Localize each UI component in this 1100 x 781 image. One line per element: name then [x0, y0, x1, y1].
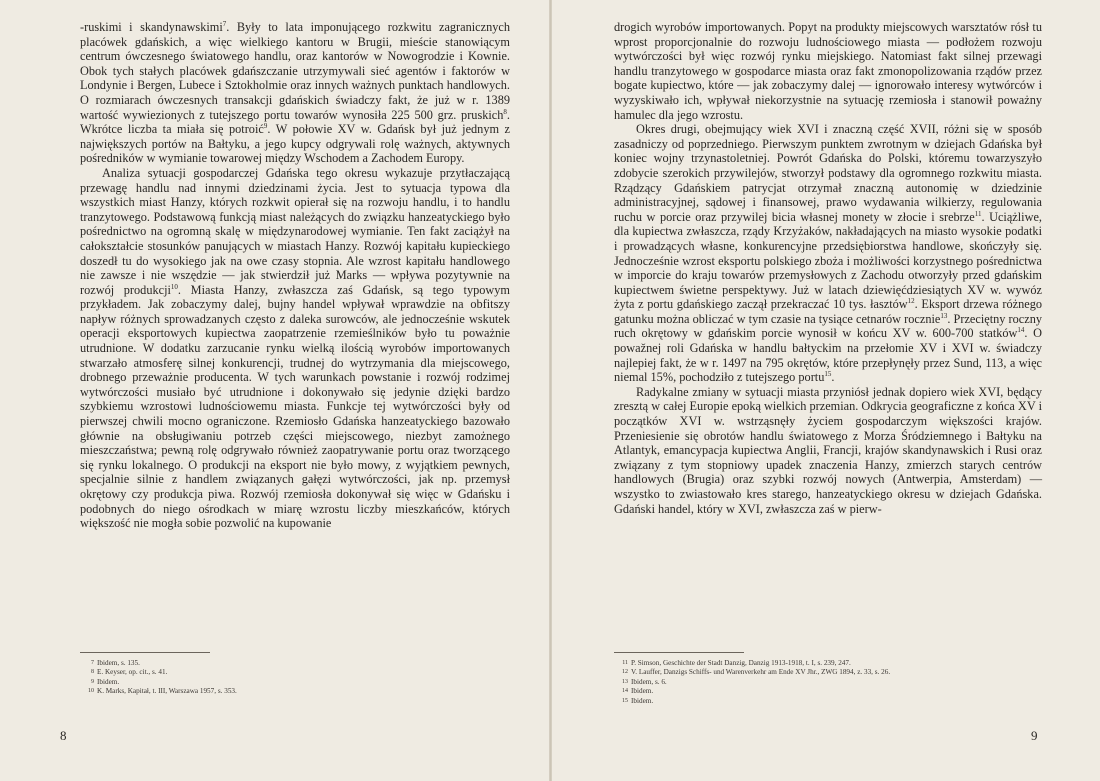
footnote-marker: 8 — [503, 107, 507, 116]
footnote: 13 Ibidem, s. 6. — [622, 677, 667, 686]
footnote-marker: 12 — [907, 297, 915, 306]
left-page — [0, 0, 549, 781]
footnote-marker: 11 — [974, 209, 982, 218]
footnote-marker: 14 — [1017, 326, 1025, 335]
footnote: 7 Ibidem, s. 135. — [91, 659, 140, 667]
paragraph: -ruskimi i skandynawskimi$^7$. Były to lata imponującego rozkwitu zagranicznych placówek gdańskich, a więc wielkiego kantoru w Brugii, mieście stanowiącym centrum ówczesnego światowego handlu, oraz kantorów w Nowogrodzie i Kownie. Obok tych stałych placówek gdańszczanie utrzymywali sieć agentów i faktorów w Londynie i Bergen, Lubece i Sztokholmie oraz innych ważnych punktach handlowych. O rozmiarach ówczesnych transakcji gdańskich świadczy fakt, że już w r. 1389 wartość wywiezionych z tutejszego portu towarów wynosiła 225 500 grz. pruskich$^8$. Wkrótce liczba ta miała się potroić$^9$. W połowie XV w. Gdańsk był już jednym z największych portów na Bałtyku, a jego kupcy odgrywali rolę ważnych, aktywnych pośredników w wymianie towarowej między Wschodem a Zachodem Europy. — [80, 19, 510, 166]
footnote: 9 Ibidem. — [91, 677, 120, 686]
footnote: 15 Ibidem. — [622, 696, 654, 705]
footnote-marker: 9 — [263, 122, 268, 131]
footnote-marker: 10 — [170, 282, 178, 291]
footnote-rule — [80, 652, 210, 653]
footnote-marker: 13 — [940, 311, 948, 320]
footnote: 8 E. Keyser, op. cit., s. 41. — [91, 668, 168, 677]
footnote: 10 K. Marks, Kapitał, t. III, Warszawa 1957, s. 353. — [88, 687, 237, 696]
footnote: 11 P. Simson, Geschichte der Stadt Danzig, Danzig 1913-1918, t. I, s. 239, 247. — [622, 659, 851, 667]
footnote-rule — [614, 652, 744, 653]
right-body-text — [614, 20, 1042, 516]
footnote: 12 V. Lauffer, Danzigs Schiffs- und Warenverkehr am Ende XV Jhr., ZWG 1894, z. 33, s. 26. — [622, 668, 891, 677]
footnote-marker: 15 — [824, 370, 832, 379]
page-number: 8 — [60, 728, 67, 743]
page-number: 9 — [1031, 728, 1038, 743]
left-footnotes — [80, 652, 510, 697]
paragraph: Okres drugi, obejmujący wiek XVI i znaczną część XVII, różni się w sposób zasadniczy od poprzedniego. Pierwszym punktem zwrotnym w dziejach Gdańska był koniec wojny trzynastoletniej. Powrót Gdańska do Polski, któremu towarzyszyło zdobycie szerokich przywilejów, stworzył podstawy dla ogromnego rozkwitu miasta. Rządzący Gdańskiem patrycjat otrzymał znaczną autonomię w dziedzinie administracyjnej, sądowej i finansowej, prawo wydawania wilkierzy, regulowania ruchu w porcie oraz przywilej bicia własnej monety w złocie i srebrze$^{11}$. Uciążliwe, dla kupiectwa zwłaszcza, rządy Krzyżaków, nakładających na miasto wysokie podatki i prowadzących własne, konkurencyjne przedsiębiorstwa handlowe, skończyły się. Jednocześnie wzrost eksportu polskiego zboża i możliwości korzystnego pośrednictwa w imporcie do kraju towarów przemysłowych z Zachodu otworzyły przed gdańskim kupiectwem świetne perspektywy. Już w latach dziewięćdziesiątych XV w. wywóz żyta z portu gdańskiego zaczął przekraczać 10 tys. łasztów$^{12}$. Eksport drzewa różnego gatunku można obliczać w tym czasie na tysiące cetnarów rocznie$^{13}$. Przeciętny roczny ruch okrętowy w gdańskim porcie wynosił w końcu XV w. 600-700 statków$^{14}$. O powažnej roli Gdańska w handlu bałtyckim na przełomie XV i XVI w. świadczy najlepiej fakt, że w r. 1497 na 795 okrętów, które przepłynęły przez Sund, 113, a więc niemal 15%, pochodziło z tutejszego portu$^{15}$. — [614, 122, 1043, 385]
right-footnotes — [614, 652, 1042, 706]
left-body-text — [80, 20, 510, 531]
paragraph: drogich wyrobów importowanych. Popyt na produkty miejscowych warsztatów rósł tu wprost proporcjonalnie do rozwoju ludnościowego miasta — podłożem rozwoju wytwórczości był więc rozwój rynku miejskiego. Natomiast fakt silnej przewagi handlu tranzytowego w gospodarce miasta oraz fakt zmonopolizowania rządów przez bogate kupiectwo, które — jak zobaczymy dalej — ignorowało interesy wytwórców i wyzyskiwało ich, wpływał niekorzystnie na sytuację rzemiosła i stanowił poważny hamulec dla jego wzrostu. — [614, 20, 1042, 122]
right-page — [552, 0, 1100, 781]
paragraph: Analiza sytuacji gospodarczej Gdańska tego okresu wykazuje przytłaczającą przewagę handlu nad innymi dziedzinami życia. Jest to sytuacja typowa dla wszystkich miast Hanzy, których rozkwit opierał się na rozwoju handlu, i to handlu tranzytowego. Podstawową funkcją miast należących do związku hanzeatyckiego było pośrednictwo na ogromną skalę w międzynarodowej wymianie. Ten fakt zaciążył na całokształcie stosunków panujących w miastach Hanzy. Rozwój kapitału kupieckiego doszedł tu do wysokiego jak na owe czasy stopnia. Ale wzrost kapitału handlowego nie zawsze i nie wszędzie — jak stwierdził już Marks — wpływa pozytywnie na rozwój produkcji$^{10}$. Miasta Hanzy, zwłaszcza zaś Gdańsk, są tego typowym przykładem. Jak zobaczymy dalej, bujny handel wpływał wprawdzie na obfitszy napływ różnych sprowadzanych często z daleka surowców, ale jednocześnie wskutek operacji eksportowych kupiectwa zaopatrzenie rzemieślników było tu poważnie utrudnione. W dodatku zarzucanie rynku wielką ilością wyrobów importowanych stwarzało atmosferę silnej konkurencji, trudnej do wytrzymania dla miejscowego, drobnego przeważnie producenta. W tych warunkach powstanie i rozwój rodzimej wytwórczości musiało być utrudnione i dokonywało się jedynie dzięki bardzo szybkiemu wzrostowi ludnościowemu miasta. Funkcje tej wytwórczości były od pierwszej chwili mocno ograniczone. Rzemiosło Gdańska hanzeatyckiego bazowało głównie na obsługiwaniu potrzeb części miejscowego, niezbyt zamożnego mieszczaństwa; pewną rolę odgrywało również zaopatrywanie portu oraz tworzącego się rynku lokalnego. O produkcji na eksport nie było mowy, z wyjątkiem pewnych, specjalnie silnie z handlem związanych gałęzi wytwórczości, jak np. przemysł okrętowy czy produkcja piwa. Rozwój rzemiosła dokonywał się więc w Gdańsku i podobnych do niego ośrodkach w miarę wzrostu liczby mieszkańców, których większość nie mogła sobie pozwolić na kupowanie — [80, 165, 510, 531]
footnote: 14 Ibidem. — [622, 687, 654, 696]
footnote-marker: 7 — [222, 19, 227, 28]
paragraph: Radykalne zmiany w sytuacji miasta przyniósł jednak dopiero wiek XVI, będący zresztą w całej Europie epoką wielkich przemian. Odkrycia geograficzne z końca XV i początków XVI w. wstrząsnęły życiem gospodarczym większości krajów. Przeniesienie się obrotów handlu światowego z Morza Śródziemnego i Bałtyku na Atlantyk, emancypacja kupiectwa Anglii, Francji, krajów skandynawskich i Rusi oraz związany z tym stopniowy upadek znaczenia Hanzy, zmierzch starych centrów handlowych (Brugia) oraz szybki rozwój nowych (Antwerpia, Amsterdam) — wszystko to zwiastowało kres starego, hanzeatyckiego okresu w dziejach Gdańska. Gdański handel, który w XVI, zwłaszcza zaś w pierw- — [614, 384, 1042, 516]
